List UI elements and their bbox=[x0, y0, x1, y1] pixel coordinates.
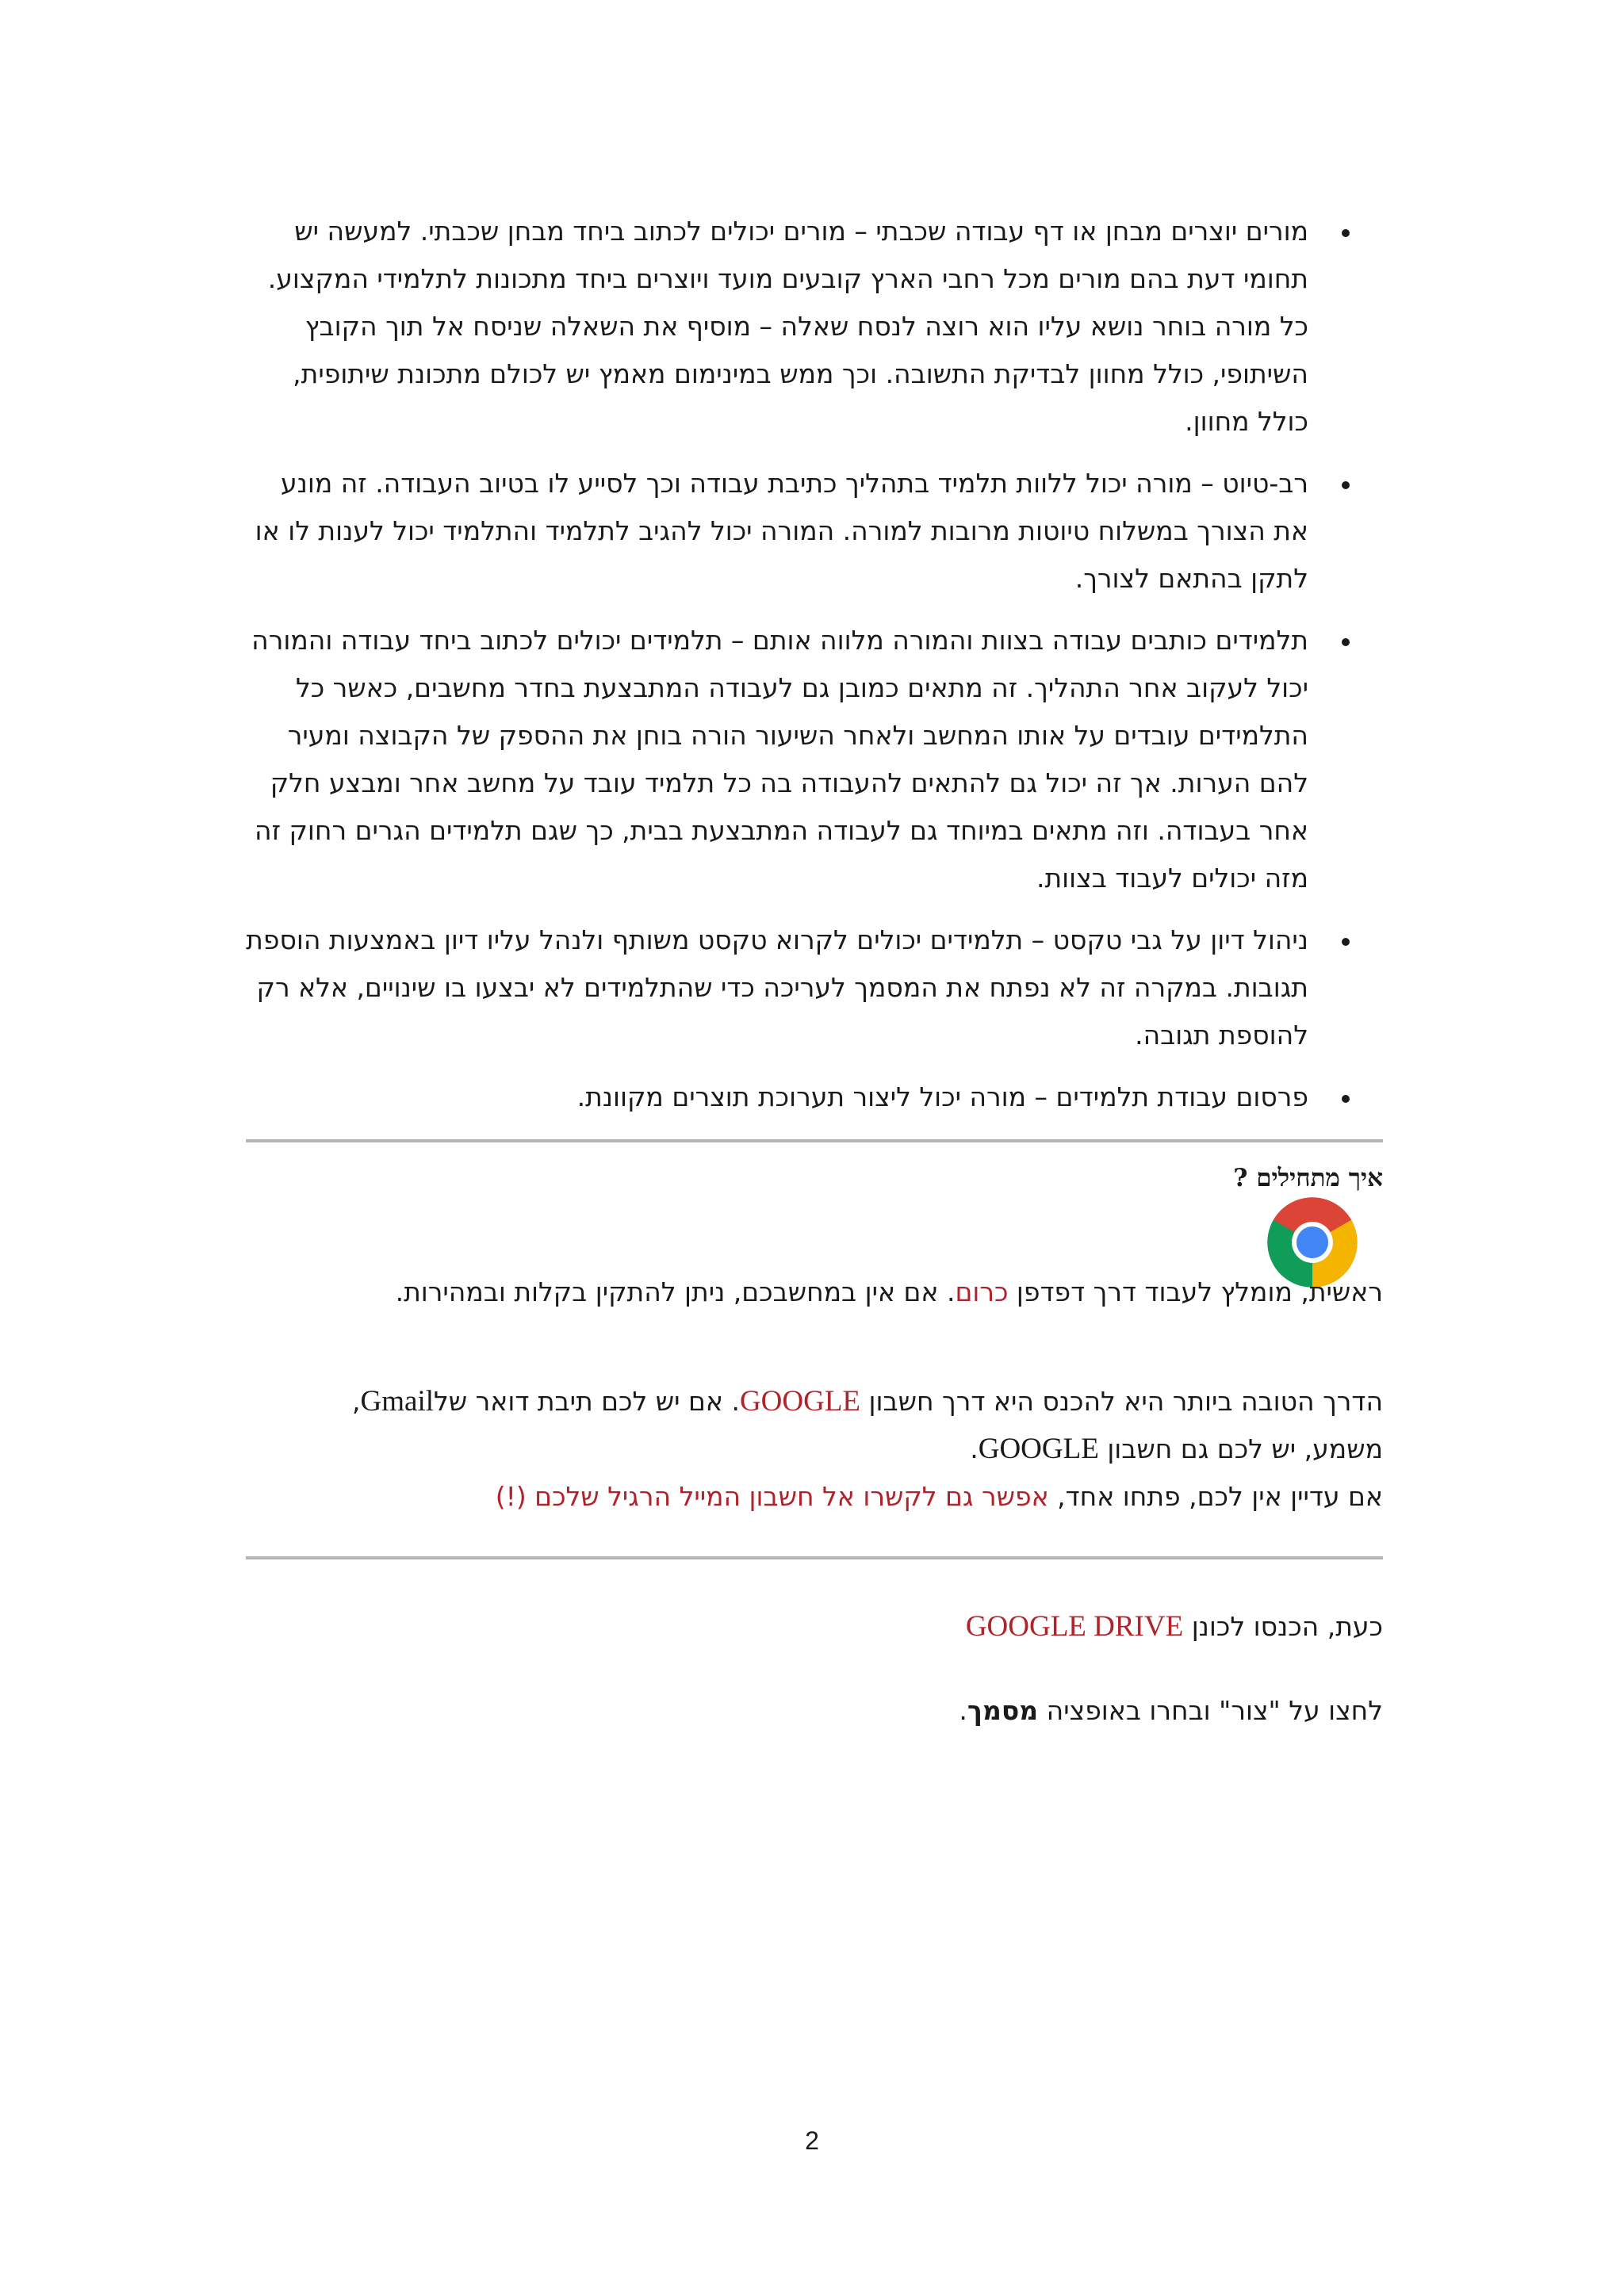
bullet-item: מורים יוצרים מבחן או דף עבודה שכבתי – מורים יכולים לכתוב ביחד מבחן שכבתי. למעשה יש תחומי דעת בהם מורים מכל רחבי הארץ קובעים מועד ויוצרים ביחד מתכונות לתלמידי המקצוע. כל מורה בוחר נושא עליו הוא רוצה לנסח שאלה – מוסיף את השאלה שניסח אל תוך הקובץ השיתופי, כולל מחוון לבדיקת התשובה. וכך ממש במינימום מאמץ יש לכולם מתכונת שיתופית, כולל מחוון. bbox=[238, 208, 1308, 446]
divider-top bbox=[246, 1139, 1383, 1142]
bullet-item: רב-טיוט – מורה יכול ללוות תלמיד בתהליך כתיבת עבודה וכך לסייע לו בטיוב העבודה. זה מונע את הצורך במשלוח טיוטות מרובות למורה. המורה יכול להגיב לתלמיד והתלמיד יכול לענות לו או לתקן בהתאם לצורך. bbox=[238, 460, 1308, 603]
account-line-3: אם עדיין אין לכם, פתחו אחד, אפשר גם לקשרו אל חשבון המייל הרגיל שלכם (!) bbox=[495, 1481, 1383, 1512]
browser-name: כרום bbox=[955, 1276, 1009, 1307]
divider-bottom bbox=[246, 1556, 1383, 1559]
bullet-list bbox=[238, 208, 1308, 1135]
bullet-dot-icon bbox=[1342, 1095, 1350, 1103]
google-label: GOOGLE bbox=[739, 1385, 861, 1418]
bullet-dot-icon bbox=[1342, 638, 1350, 646]
account-paragraph bbox=[241, 1378, 1383, 1521]
browser-paragraph: ראשית, מומלץ לעבוד דרך דפדפן כרום. אם אין במחשבכם, ניתן להתקין בקלות ובמהירות. bbox=[395, 1276, 1383, 1307]
google-drive-label: GOOGLE DRIVE bbox=[965, 1610, 1184, 1643]
bullet-dot-icon bbox=[1342, 938, 1350, 946]
bullet-item: תלמידים כותבים עבודה בצוות והמורה מלווה אותם – תלמידים יכולים לכתוב ביחד עבודה והמורה יכול לעקוב אחר התהליך. זה מתאים כמובן גם לעבודה המתבצעת בחדר מחשבים, כאשר כל התלמידים עובדים על אותו המחשב ולאחר השיעור הורה בוחן את ההספק של הקבוצה ומעיר להם הערות. אך זה יכול גם להתאים להעבודה בה כל תלמיד עובד על מחשב אחר ומבצע חלק אחר בעבודה. וזה מתאים במיוחד גם לעבודה המתבצעת בבית, כך שגם תלמידים הגרים רחוק זה מזה יכולים לעבוד בצוות. bbox=[238, 617, 1308, 902]
document-option: מסמך bbox=[967, 1695, 1039, 1726]
drive-paragraph: כעת, הכנסו לכונן GOOGLE DRIVE bbox=[965, 1610, 1383, 1643]
bullet-item: פרסום עבודת תלמידים – מורה יכול ליצור תערוכת תוצרים מקוונת. bbox=[238, 1073, 1308, 1121]
account-line-2: משמע, יש לכם גם חשבון GOOGLE. bbox=[970, 1433, 1383, 1465]
gmail-label: Gmail bbox=[360, 1385, 435, 1418]
section-heading: איך מתחילים ? bbox=[1233, 1164, 1383, 1192]
create-paragraph: לחצו על "צור" ובחרו באופציה מסמך. bbox=[959, 1695, 1383, 1726]
bullet-item: ניהול דיון על גבי טקסט – תלמידים יכולים לקרוא טקסט משותף ולנהל עליו דיון באמצעות הוספת תגובות. במקרה זה לא נפתח את המסמך לעריכה כדי שהתלמידים לא יבצעו בו שינויים, אלא רק להוספת תגובה. bbox=[238, 916, 1308, 1059]
link-account-note: אפשר גם לקשרו אל חשבון המייל הרגיל שלכם (!) bbox=[495, 1481, 1049, 1512]
google-label-2: GOOGLE bbox=[978, 1433, 1099, 1465]
account-line-1: הדרך הטובה ביותר היא להכנס היא דרך חשבון GOOGLE. אם יש לכם תיבת דואר שלGmail, bbox=[352, 1385, 1383, 1418]
page-number: 2 bbox=[805, 2126, 819, 2155]
bullet-dot-icon bbox=[1342, 481, 1350, 489]
bullet-dot-icon bbox=[1342, 229, 1350, 237]
